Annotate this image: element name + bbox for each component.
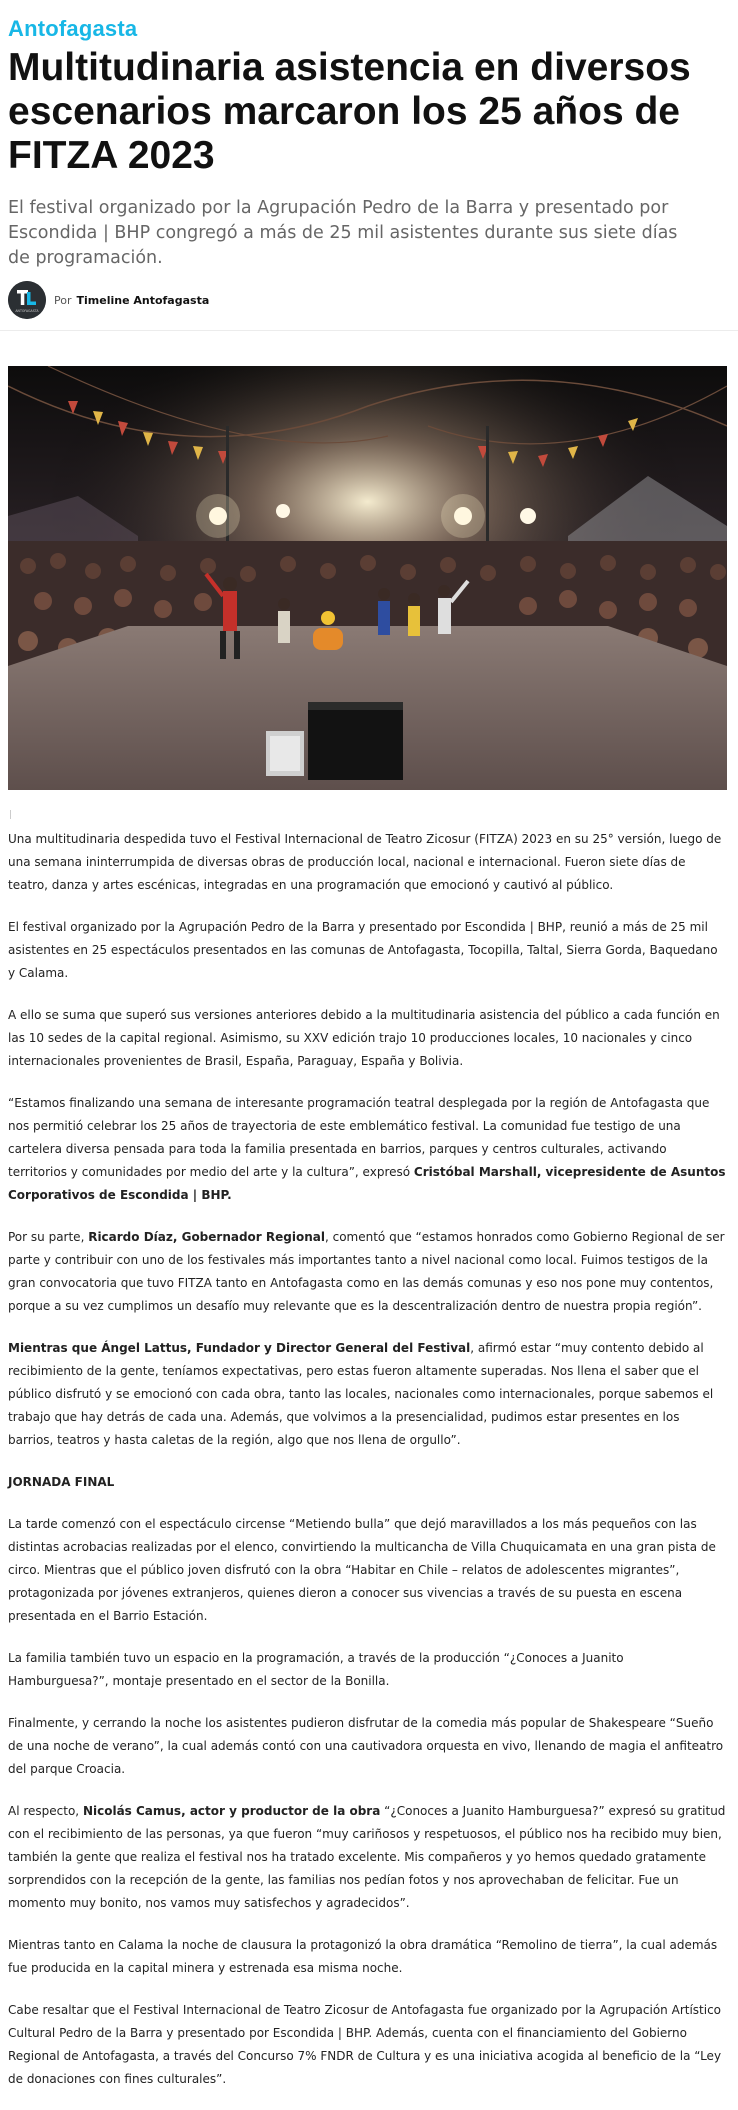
header-divider (0, 330, 738, 331)
quote-attribution: Ricardo Díaz, Gobernador Regional (88, 1230, 325, 1244)
article-subtitle: El festival organizado por la Agrupación Pedro de la Barra y presentado por Escondida | BHP congregó a más de 25 mil asistentes durante sus siete días de programación. (8, 198, 678, 268)
quote-attribution: Nicolás Camus, actor y productor de la obra (82, 1804, 381, 1818)
quote-text: “Estamos finalizando una semana de interesante programación teatral desplegada por la región de Antofagasta que nos permitió celebrar los 25 años de trayectoria de este emblemático festival. La comunidad fue testigo de una cartelera diversa pensada para toda la familia presentada en barrios, parques y centros culturales, activando territorios y comunidades por medio del arte y la cultura”, expresó (8, 1096, 710, 1179)
body-paragraph: La familia también tuvo un espacio en la programación, a través de la producción “¿Conoces a Juanito Hamburguesa?”, montaje presentado en el sector de la Bonilla. (8, 1651, 624, 1688)
quote-text: , comentó que “estamos honrados como Gobierno Regional de ser parte y contribuir con uno de los festivales más importantes tanto a nivel nacional como local. Fuimos testigos de la gran convocatoria que tuvo FITZA tanto en Antofagasta como en las demás comunas y eso nos pone muy contentos, porque a su vez cumplimos un desafío muy relevante que es la descentralización dentro de nuestra propia región”. (8, 1230, 725, 1313)
festival-stage-photo-icon (8, 366, 727, 790)
body-paragraph: Cabe resaltar que el Festival Internacional de Teatro Zicosur de Antofagasta fue organizado por la Agrupación Artístico Cultural Pedro de la Barra y presentado por Escondida | BHP. Además, cuenta con el financiamiento del Gobierno Regional de Antofagasta, a través del Concurso 7% FNDR de Cultura y es una iniciativa acogida al beneficio de la “Ley de donaciones con fines culturales”. (8, 2003, 722, 2086)
timeline-logo-icon (8, 281, 46, 319)
body-paragraph: Finalmente, y cerrando la noche los asistentes pudieron disfrutar de la comedia más popular de Shakespeare “Sueño de una noche de verano”, la cual además contó con una cautivadora orquesta en vivo, llenando de magia el anfiteatro del parque Croacia. (8, 1716, 724, 1776)
quote-attribution: Mientras que Ángel Lattus, Fundador y Director General del Festival (8, 1341, 471, 1355)
byline (8, 282, 209, 318)
body-paragraph: La tarde comenzó con el espectáculo circense “Metiendo bulla” que dejó maravillados a los más pequeños con las distintas acrobacias realizadas por el elenco, convirtiendo la multicancha de Villa Chuquicamata en una gran pista de circo. Mientras que el público joven disfrutó con la obra “Habitar en Chile – relatos de adolescentes migrantes”, protagonizada por jóvenes extranjeros, quienes dieron a conocer sus vivencias a través de su puesta en escena presentada en el Barrio Estación. (8, 1517, 716, 1623)
paragraph-lead: Por su parte, (8, 1230, 89, 1244)
body-paragraph: El festival organizado por la Agrupación Pedro de la Barra y presentado por Escondida | BHP, reunió a más de 25 mil asistentes en 25 espectáculos presentados en las comunas de Antofagasta, Tocopilla, Taltal, Sierra Gorda, Baquedano y Calama. (8, 920, 718, 980)
body-paragraph: Una multitudinaria despedida tuvo el Festival Internacional de Teatro Zicosur (FITZA) 2023 en su 25° versión, luego de una semana ininterrumpida de diversas obras de producción local, nacional e internacional. Fueron siete días de teatro, danza y artes escénicas, integradas en una programación que emocionó y cautivó al público. (8, 832, 722, 892)
body-paragraph (8, 1800, 726, 1915)
page-title: Multitudinaria asistencia en diversos escenarios marcaron los 25 años de FITZA 2023 (8, 46, 691, 177)
author-prefix: Por (54, 293, 72, 307)
photo-caption-marker (10, 810, 11, 819)
body-paragraph (8, 1337, 726, 1452)
author-name[interactable]: Timeline Antofagasta (76, 293, 210, 307)
body-paragraph (8, 1092, 726, 1207)
section-heading: JORNADA FINAL (8, 1475, 115, 1489)
section-label[interactable]: Antofagasta (8, 16, 138, 41)
article-photo (8, 366, 727, 790)
body-paragraph (8, 1226, 726, 1318)
article-body (8, 828, 726, 2110)
body-paragraph: A ello se suma que superó sus versiones anteriores debido a la multitudinaria asistencia del público a cada función en las 10 sedes de la capital regional. Asimismo, su XXV edición trajo 10 producciones locales, 10 nacionales y cinco internacionales provenientes de Brasil, España, Paraguay, España y Bolivia. (8, 1008, 720, 1068)
author-avatar[interactable] (8, 281, 46, 319)
paragraph-lead: Al respecto, (8, 1804, 83, 1818)
avatar-caption: ANTOFAGASTA (15, 309, 39, 313)
quote-text: , afirmó estar “muy contento debido al recibimiento de la gente, teníamos expectativas, pero estas fueron altamente superadas. Nos llena el saber que el público disfrutó y se emocionó con cada obra, tanto las locales, nacionales como internacionales, porque sabemos el trabajo que hay detrás de cada una. Además, que volvimos a la presencialidad, pudimos estar presentes en los barrios, teatros y hasta caletas de la región, algo que nos llena de orgullo”. (8, 1341, 714, 1447)
body-paragraph: Mientras tanto en Calama la noche de clausura la protagonizó la obra dramática “Remolino de tierra”, la cual además fue producida en la capital minera y estrenada esa misma noche. (8, 1938, 718, 1975)
quote-attribution: Cristóbal Marshall, vicepresidente de Asuntos Corporativos de Escondida | BHP. (8, 1165, 726, 1202)
quote-text: “¿Conoces a Juanito Hamburguesa?” expresó su gratitud con el recibimiento de las personas, ya que fueron “muy cariñosos y respetuosos, el público nos ha recibido muy bien, también la gente que realiza el festival nos ha tratado excelente. Mis compañeros y yo hemos quedado gratamente sorprendidos con la recepción de la gente, las familias nos pedían fotos y nos aprovechaban de felicitar. Fue un momento muy bonito, nos vamos muy satisfechos y agradecidos”. (8, 1804, 726, 1910)
